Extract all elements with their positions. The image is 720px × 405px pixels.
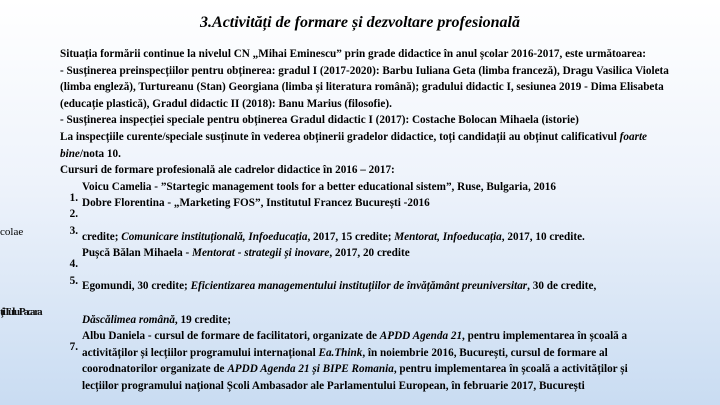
intro-line: Situația formării continue la nivelul CN „Mihai Eminescu” prin grade didactice în anul școlar 2016-2017, este următoarea: xyxy=(60,48,646,60)
text-run: activităților și lecțiilor programului internațional xyxy=(82,346,319,359)
list-continuation: lecțiilor programului național Școli Ambasador ale Parlamentului European, în februarie 2017, București xyxy=(82,379,585,392)
inspection-results-line-1 xyxy=(60,129,700,146)
list-text: Dobre Florentina - „Marketing FOS”, Institutul Francez București -2016 xyxy=(82,197,430,210)
preinspection-line-3: (educație plastică), Gradul didactic II (2018): Banu Marius (filosofie). xyxy=(60,97,392,110)
list-number: 4. xyxy=(69,258,78,271)
text-run: /nota 10. xyxy=(79,147,121,160)
text-run: , 2017, 15 credite; xyxy=(307,230,395,243)
overlapping-margin-text: ţiiTul u Paca ra xyxy=(0,306,41,318)
clipped-margin-text: colae xyxy=(0,226,24,238)
list-number: 1. xyxy=(69,191,78,204)
list-text: Voicu Camelia - ”Startegic management tools for a better educational sistem”, Ruse, Bulgaria, 2016 xyxy=(82,180,556,193)
list-number: 7. xyxy=(69,341,78,354)
list-item xyxy=(60,195,700,221)
inspection-results-line-2 xyxy=(60,146,700,163)
text-run: , 2017, 10 credite. xyxy=(501,230,585,243)
italic-run: Dăscălimea română xyxy=(82,313,175,326)
preinspection-line-1: - Susținerea preinspecțiilor pentru obținerea: gradul I (2017-2020): Barbu Iuliana Geta (limba franceză), Dragu Vasilica Violeta xyxy=(60,64,669,77)
list-continuation xyxy=(60,361,700,378)
list-number: 3. xyxy=(69,224,78,237)
text-run: credite; xyxy=(82,230,122,243)
italic-run: APDD Agenda 21 și BIPE Romania xyxy=(227,363,394,376)
italic-run: Mentorat, Infoeducația xyxy=(394,230,502,243)
text-run: La inspecțiile curente/speciale susținute în vederea obținerii gradelor didactice, toți candidații au obținut calificativul xyxy=(60,130,620,143)
slide-title: 3.Activități de formare și dezvoltare profesională xyxy=(200,14,520,31)
text-run: , în noiembrie 2016, București, cursul de formare al xyxy=(362,346,608,359)
special-inspection-line: - Susținerea inspecției speciale pentru obținerea Gradul didactic I (2017): Costache Bolocan Mihaela (istorie) xyxy=(60,114,579,127)
list-number: 5. xyxy=(69,274,78,287)
text-run: , 19 credite; xyxy=(174,313,231,326)
italic-run: Ea.Think xyxy=(318,346,363,359)
text-run: , pentru implementarea în școală a xyxy=(462,330,628,343)
text-run: , 2017, 20 credite xyxy=(329,247,410,260)
text-run: Albu Daniela - cursul de formare de facilitatori, organizate de xyxy=(82,330,380,343)
italic-run: Eficientizarea managementului instituțiilor de învățământ preuniversitar xyxy=(190,280,528,293)
italic-run: Mentorat - strategii și inovare xyxy=(192,247,330,260)
italic-run: foarte xyxy=(619,130,648,143)
text-run: Pușcă Bălan Mihaela - xyxy=(82,247,193,260)
list-continuation xyxy=(60,345,700,362)
list-continuation xyxy=(60,312,700,329)
text-run: , 30 de credite, xyxy=(527,280,597,293)
italic-run: bine xyxy=(60,147,80,160)
text-run: Egomundi, 30 credite; xyxy=(82,280,191,293)
list-item xyxy=(60,245,700,271)
content-body xyxy=(60,46,700,394)
list-continuation xyxy=(60,229,700,246)
list-number: 2. xyxy=(69,208,78,221)
italic-run: Comunicare instituțională, Infoeducația xyxy=(121,230,308,243)
courses-heading: Cursuri de formare profesională ale cadrelor didactice în 2016 – 2017: xyxy=(60,164,395,177)
list-continuation xyxy=(60,278,700,295)
text-run: , pentru implementarea în școală a activităților și xyxy=(393,363,628,376)
preinspection-line-2: (limba engleză), Turtureanu (Stan) Georgiana (limba și literatura română); gradului didactic I, sesiunea 2019 - Dima Elisabeta xyxy=(60,81,664,94)
italic-run: APDD Agenda 21 xyxy=(379,330,463,343)
empty-line xyxy=(60,295,700,312)
text-run: coorodnatorilor organizate de xyxy=(82,363,228,376)
